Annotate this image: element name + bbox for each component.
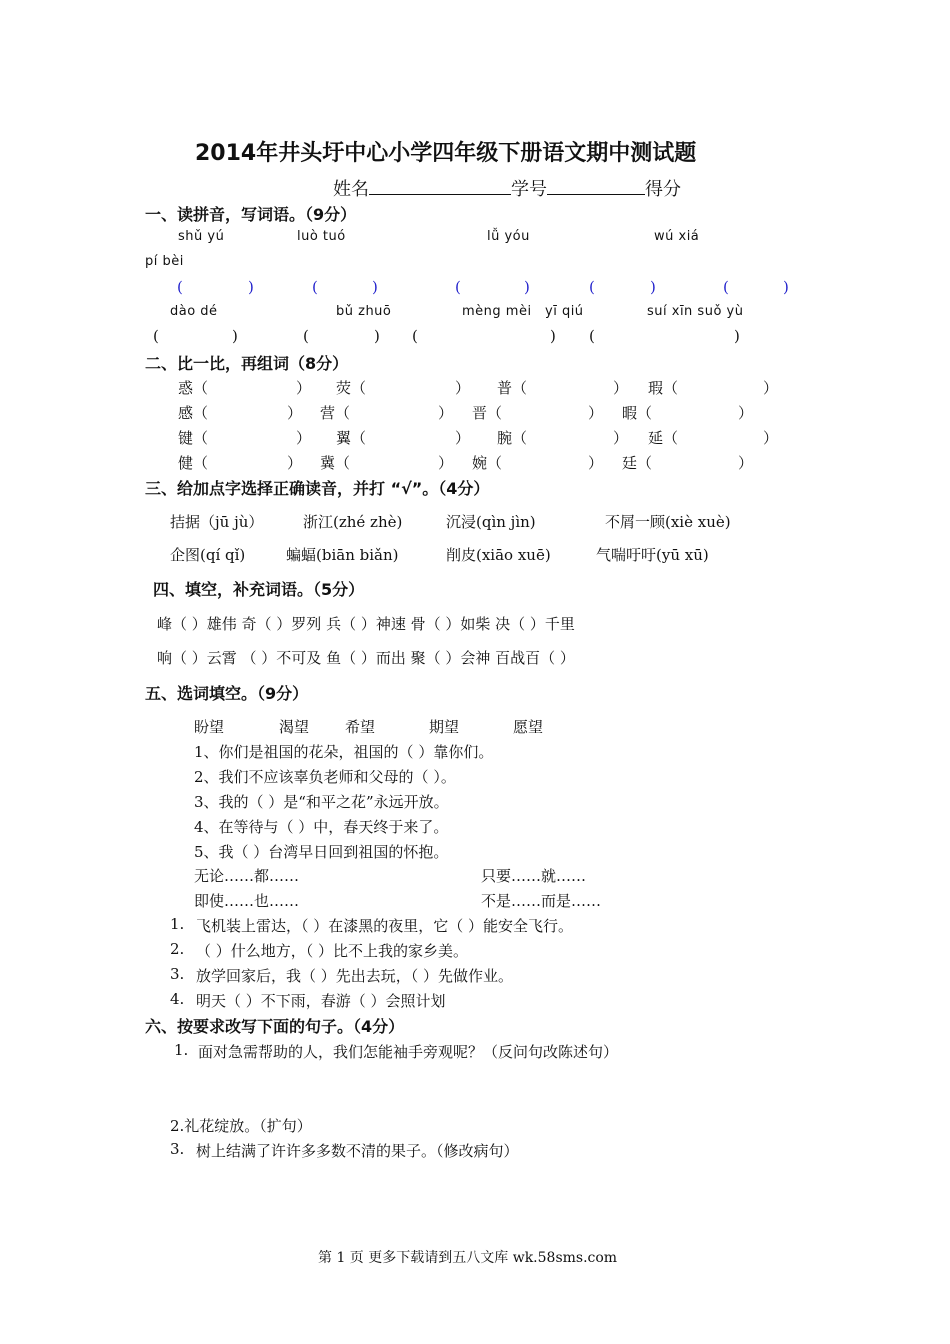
pinyin-item: shǔ yú [178,229,225,244]
compare-cell: 婉（ [472,454,503,472]
page-footer: 第 1 页 更多下载请到五八文库 wk.58sms.com [318,1250,618,1266]
item-number: 3. [170,1140,185,1158]
compare-cell: ） [588,454,604,472]
compare-cell: 荧（ [336,379,367,397]
compare-cell: 营（ [320,404,351,422]
compare-cell: 暇（ [622,404,653,422]
answer-blank-close: ) [550,327,556,345]
name-label: 姓名 [333,179,369,200]
answer-blank-close: ) [734,327,740,345]
compare-cell: ） [296,429,312,447]
pinyin-item: suí xīn suǒ yù [647,304,744,319]
rewrite-item: 面对急需帮助的人，我们怎能袖手旁观呢？（反问句改陈述句） [198,1043,619,1061]
reading-choice: 浙江(zhé zhè) [303,513,403,531]
reading-choice: 沉浸(qìn jìn) [446,513,536,531]
compare-cell: ） [455,429,471,447]
answer-blank-close: ) [783,278,789,296]
item-number: 1. [174,1041,189,1059]
answer-blank-close: ) [372,278,378,296]
score-label: 得分 [645,179,681,200]
compare-cell: 感（ [178,404,209,422]
reading-choice: 不屑一顾(xiè xuè) [605,513,731,531]
section-6-heading: 六、按要求改写下面的句子。（4分） [145,1017,405,1036]
pinyin-item: dào dé [170,304,218,319]
word-option: 希望 [345,718,376,736]
compare-cell: ） [455,379,471,397]
section-4-heading: 四、填空，补充词语。（5分） [153,580,365,599]
compare-cell: 廷（ [622,454,653,472]
answer-blank-close: ) [248,278,254,296]
pinyin-item: bǔ zhuō [336,304,392,319]
reading-choice: 气喘吁吁(yū xū) [596,546,709,564]
conjunction-option: 无论……都…… [194,867,300,885]
answer-blank-open: ( [303,327,309,345]
compare-cell: ） [613,429,629,447]
compare-cell: 翼（ [336,429,367,447]
item-number: 4. [170,990,185,1008]
pinyin-item: lǚ yóu [487,229,530,244]
word-option: 期望 [429,718,460,736]
conjunction-option: 不是……而是…… [481,892,602,910]
compare-cell: 晋（ [472,404,503,422]
answer-blank-close: ) [650,278,656,296]
item-number: 3. [170,965,185,983]
compare-cell: ） [438,404,454,422]
compare-cell: 腕（ [497,429,528,447]
conjunction-option: 即使……也…… [194,892,300,910]
item-number: 2. [170,940,185,958]
rewrite-item: 树上结满了许许多多数不清的果子。（修改病句） [196,1142,519,1160]
reading-choice: 蝙蝠(biān biǎn) [286,546,399,564]
conjunction-item: 飞机装上雷达，（ ）在漆黑的夜里，它（ ）能安全飞行。 [196,917,574,935]
conjunction-item: 明天（ ）不下雨，春游（ ）会照计划 [196,992,446,1010]
answer-blank-close: ) [524,278,530,296]
student-id-field[interactable] [547,176,645,195]
compare-cell: ） [738,404,754,422]
compare-cell: ） [296,379,312,397]
word-option: 渴望 [279,718,310,736]
section-3-heading: 三、给加点字选择正确读音，并打 “√”。（4分） [145,479,490,498]
section-5-heading: 五、选词填空。（9分） [145,684,309,703]
compare-cell: ） [588,404,604,422]
section-2-heading: 二、比一比，再组词（8分） [145,354,349,373]
student-info-row [333,175,681,201]
rewrite-item: 2.礼花绽放。（扩句） [170,1117,312,1135]
reading-choice: 削皮(xiāo xuē) [446,546,551,564]
word-option: 盼望 [194,718,225,736]
answer-blank-open: ( [589,278,595,296]
answer-blank-open: ( [412,327,418,345]
compare-cell: ） [287,404,303,422]
compare-cell: 惑（ [178,379,209,397]
compare-cell: ） [287,454,303,472]
answer-blank-close: ) [232,327,238,345]
answer-blank-open: ( [153,327,159,345]
compare-cell: 瑕（ [648,379,679,397]
compare-cell: 键（ [178,429,209,447]
compare-cell: ） [763,379,779,397]
idiom-row: 峰（ ）雄伟 奇（ ）罗列 兵（ ）神速 骨（ ）如柴 决（ ）千里 [157,615,575,633]
compare-cell: ） [613,379,629,397]
conjunction-item: （ ）什么地方，（ ）比不上我的家乡美。 [196,942,469,960]
name-field[interactable] [369,176,511,195]
pinyin-item: luò tuó [297,229,346,244]
reading-choice: 企图(qí qǐ) [170,546,246,564]
answer-blank-open: ( [312,278,318,296]
pinyin-item: pí bèi [145,254,184,269]
section-1-heading: 一、读拼音，写词语。（9分） [145,205,357,224]
compare-cell: ） [738,454,754,472]
word-option: 愿望 [513,718,544,736]
compare-cell: ） [763,429,779,447]
compare-cell: 普（ [497,379,528,397]
answer-blank-open: ( [455,278,461,296]
compare-cell: 健（ [178,454,209,472]
fill-item: 2、我们不应该辜负老师和父母的（ ）。 [194,768,456,786]
answer-blank-close: ) [374,327,380,345]
compare-cell: ） [438,454,454,472]
conjunction-option: 只要……就…… [481,867,587,885]
item-number: 1. [170,915,185,933]
pinyin-item: yī qiú [545,304,584,319]
pinyin-item: wú xiá [654,229,700,244]
fill-item: 3、我的（ ）是“和平之花”永远开放。 [194,793,449,811]
fill-item: 5、我（ ）台湾早日回到祖国的怀抱。 [194,843,449,861]
answer-blank-open: ( [723,278,729,296]
answer-blank-open: ( [589,327,595,345]
conjunction-item: 放学回家后，我（ ）先出去玩，（ ）先做作业。 [196,967,514,985]
compare-cell: 延（ [648,429,679,447]
fill-item: 1、你们是祖国的花朵，祖国的（ ）靠你们。 [194,743,494,761]
fill-item: 4、在等待与（ ）中，春天终于来了。 [194,818,449,836]
answer-blank-open: ( [177,278,183,296]
reading-choice: 拮据（jū jù） [170,513,264,531]
compare-cell: 冀（ [320,454,351,472]
page-title: 2014年井头圩中心小学四年级下册语文期中测试题 [195,141,697,166]
idiom-row: 响（ ）云霄 （ ）不可及 鱼（ ）而出 聚（ ）会神 百战百（ ） [157,649,575,667]
student-id-label: 学号 [511,179,547,200]
pinyin-item: mèng mèi [462,304,532,319]
